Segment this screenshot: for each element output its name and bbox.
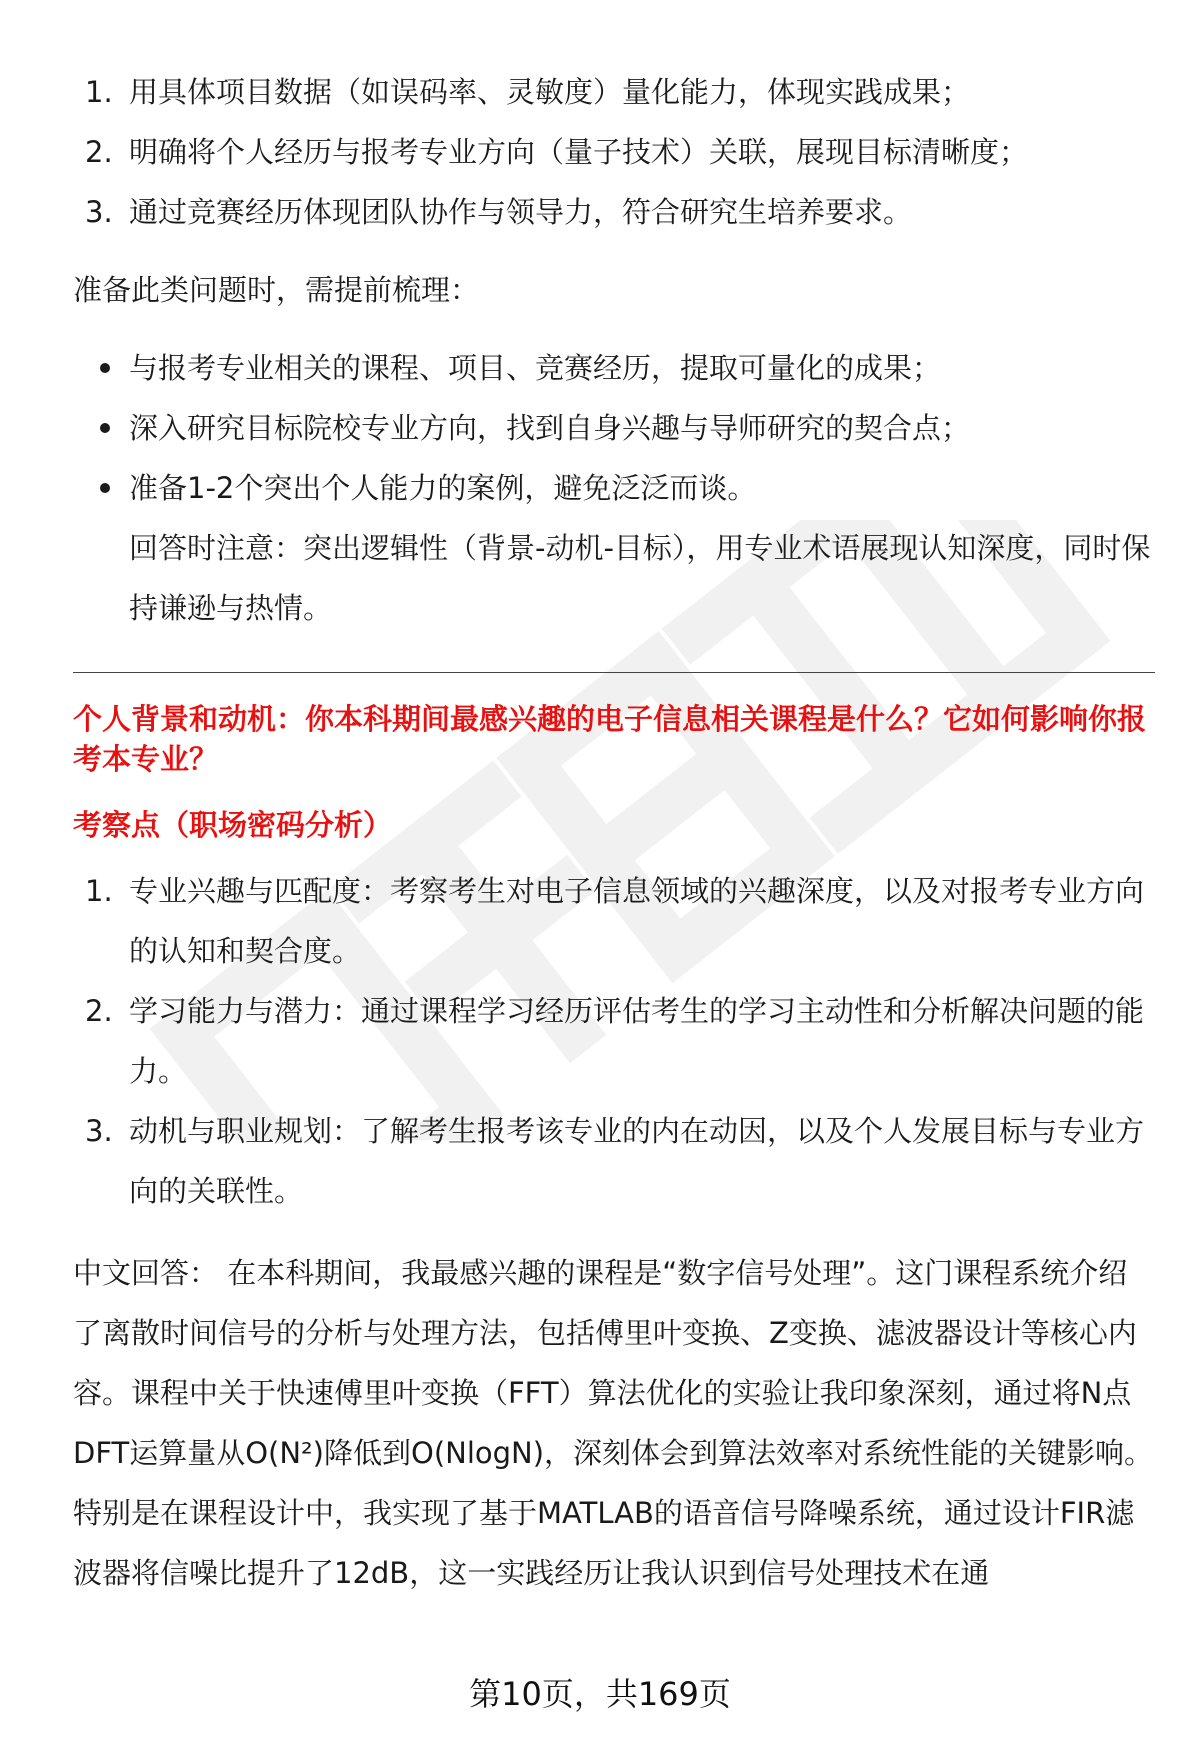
list-item	[73, 981, 1155, 1101]
list-item-text: 专业兴趣与匹配度：考察考生对电子信息领域的兴趣深度，以及对报考专业方向的认知和契合度。	[129, 874, 1145, 968]
list-item-text: 动机与职业规划：了解考生报考该专业的内在动因，以及个人发展目标与专业方向的关联性。	[129, 1114, 1145, 1208]
page-footer: 第10页，共169页	[469, 1675, 731, 1713]
list-item	[73, 1101, 1155, 1221]
list-number: 2.	[85, 135, 113, 169]
document-body	[73, 62, 1155, 1603]
bullet-text: 深入研究目标院校专业方向，找到自身兴趣与导师研究的契合点；	[129, 411, 971, 445]
answer-note: 回答时注意：突出逻辑性（背景-动机-目标），用专业术语展现认知深度，同时保持谦逊与热情。	[129, 531, 1151, 625]
prep-bullet-list	[73, 338, 1155, 518]
bullet-item	[73, 398, 1155, 458]
question-title: 个人背景和动机：你本科期间最感兴趣的电子信息相关课程是什么？它如何影响你报考本专业？	[73, 702, 1147, 776]
question-subtitle: 考察点（职场密码分析）	[73, 808, 393, 842]
list-item	[73, 62, 1155, 122]
list-number: 3.	[85, 195, 113, 229]
prep-intro: 准备此类问题时，需提前梳理：	[73, 273, 480, 307]
list-number: 1.	[85, 75, 113, 109]
list-item	[73, 182, 1155, 242]
list-number: 1.	[85, 874, 113, 908]
chinese-answer: 中文回答： 在本科期间，我最感兴趣的课程是“数字信号处理”。这门课程系统介绍了离散时间信号的分析与处理方法，包括傅里叶变换、Z变换、滤波器设计等核心内容。课程中关于快速傅里叶变换（FFT）算法优化的实验让我印象深刻，通过将N点DFT运算量从O(N²)降低到O(NlogN)，深刻体会到算法效率对系统性能的关键影响。特别是在课程设计中，我实现了基于MATLAB的语音信号降噪系统，通过设计FIR滤波器将信噪比提升了12dB，这一实践经历让我认识到信号处理技术在通	[73, 1256, 1154, 1590]
bullet-dot	[100, 363, 110, 373]
bullet-item	[73, 338, 1155, 398]
evaluation-points-list	[73, 62, 1155, 242]
bullet-item	[73, 458, 1155, 518]
list-number: 2.	[85, 994, 113, 1028]
bullet-dot	[100, 423, 110, 433]
list-item-text: 用具体项目数据（如误码率、灵敏度）量化能力，体现实践成果；	[129, 75, 971, 109]
list-item	[73, 122, 1155, 182]
list-item	[73, 861, 1155, 981]
bullet-dot	[100, 483, 110, 493]
list-item-text: 学习能力与潜力：通过课程学习经历评估考生的学习主动性和分析解决问题的能力。	[129, 994, 1145, 1088]
bullet-text: 与报考专业相关的课程、项目、竞赛经历，提取可量化的成果；	[129, 351, 942, 385]
assessment-points-list	[73, 861, 1155, 1221]
list-item-text: 通过竞赛经历体现团队协作与领导力，符合研究生培养要求。	[129, 195, 913, 229]
list-number: 3.	[85, 1114, 113, 1148]
bullet-text: 准备1-2个突出个人能力的案例，避免泛泛而谈。	[129, 471, 757, 505]
section-divider	[73, 672, 1155, 673]
list-item-text: 明确将个人经历与报考专业方向（量子技术）关联，展现目标清晰度；	[129, 135, 1029, 169]
